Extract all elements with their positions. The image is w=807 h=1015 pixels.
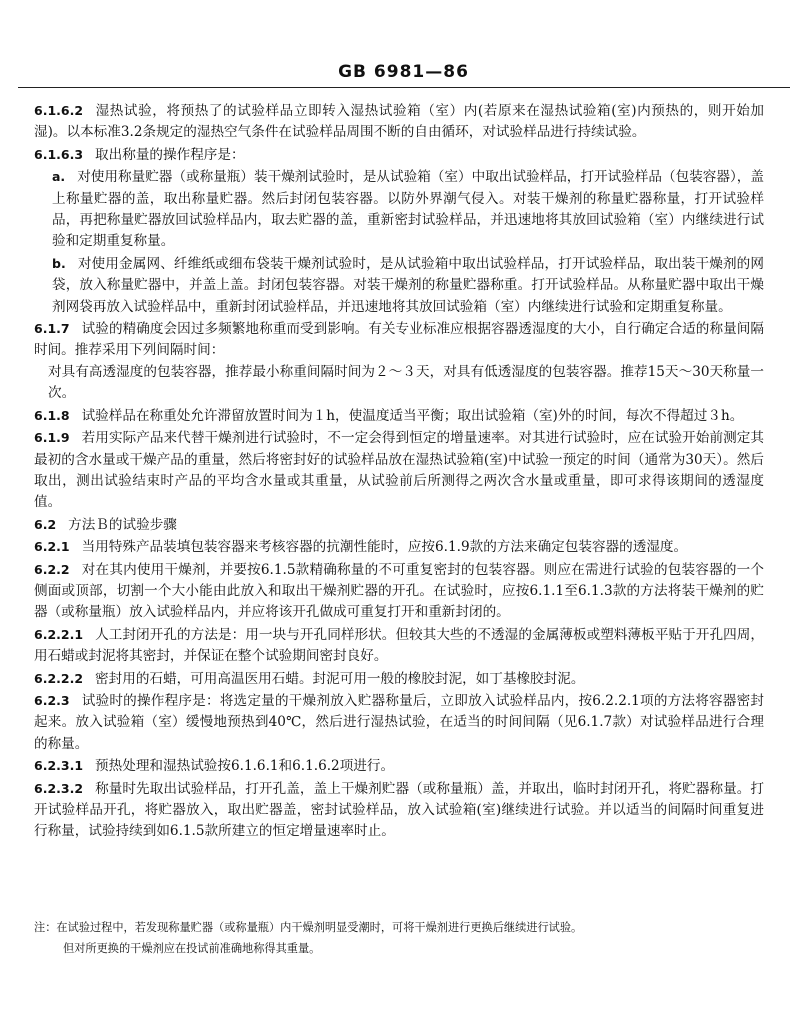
paragraph-6-1-7-continued xyxy=(34,362,764,405)
clause-text: 预热处理和湿热试验按6.1.6.1和6.1.6.2项进行。 xyxy=(95,758,395,775)
paragraph-6-1-9 xyxy=(34,427,764,514)
clause-number: 6.2.2.1 xyxy=(34,626,84,642)
clause-number: 6.2.2 xyxy=(34,561,70,577)
clause-number: 6.1.7 xyxy=(34,321,70,337)
clause-text: 当用特殊产品装填包装容器来考核容器的抗潮性能时，应按6.1.9款的方法来确定包装容器的透湿度。 xyxy=(81,539,688,556)
clause-text: 取出称量的操作程序是： xyxy=(95,146,245,163)
clause-number: 6.1.6.3 xyxy=(34,146,84,162)
clause-text: 试验的精确度会因过多频繁地称重而受到影响。有关专业标准应根据容器透湿度的大小，自行确定合适的称量间隔时间。推荐采用下列间隔时间： xyxy=(34,321,764,359)
clause-text: 对使用金属网、纤维纸或细布袋装干燥剂试验时，是从试验箱中取出试验样品，打开试验样品，取出装干燥剂的网袋，放入称量贮器中，并盖上盖。封闭包装容器。对装干燥剂的称量贮器称重。打开试验样品。从称量贮器中取出干燥剂网袋再放入试验样品中，重新封闭试验样品，并迅速地将其放回试验箱（室）内继续进行试验和定期重复称量。 xyxy=(52,255,764,315)
clause-number: 6.2.2.2 xyxy=(34,670,84,686)
paragraph-item-a xyxy=(34,166,764,253)
item-label: a. xyxy=(52,169,66,185)
paragraph-6-1-6-3 xyxy=(34,144,764,166)
item-label: b. xyxy=(52,255,66,271)
clause-text: 湿热试验，将预热了的试验样品立即转入湿热试验箱（室）内(若原来在湿热试验箱(室)内预热的，则开始加湿)。以本标准3.2条规定的湿热空气条件在试验样品周围不断的自由循环，对试验样品进行持续试验。 xyxy=(34,103,764,141)
clause-text: 人工封闭开孔的方法是：用一块与开孔同样形状。但较其大些的不透湿的金属薄板或塑料薄板平贴于开孔四周，用石蜡或封泥将其密封，并保证在整个试验期间密封良好。 xyxy=(34,626,764,665)
clause-text: 密封用的石蜡，可用高温医用石蜡。封泥可用一般的橡胶封泥，如丁基橡胶封泥。 xyxy=(95,670,585,687)
clause-number: 6.1.8 xyxy=(34,407,70,423)
page-header: GB 6981—86 xyxy=(338,62,469,82)
paragraph-6-1-7 xyxy=(34,318,764,362)
footnote-line-2: 但对所更换的干燥剂应在投试前准确地称得其重量。 xyxy=(63,942,321,955)
clause-text: 试验样品在称重处允许滞留放置时间为１h，使温度适当平衡；取出试验箱（室)外的时间，每次不得超过３h。 xyxy=(81,407,744,424)
paragraph-6-2-3-1 xyxy=(34,755,764,777)
paragraph-6-2-2-1 xyxy=(34,624,764,668)
clause-number: 6.2.3 xyxy=(34,692,70,708)
paragraph-6-1-8 xyxy=(34,405,764,427)
clause-number: 6.2 xyxy=(34,516,57,532)
paragraph-6-2-1 xyxy=(34,536,764,558)
footnote xyxy=(34,917,774,959)
clause-number: 6.1.9 xyxy=(34,430,70,446)
paragraph-item-b xyxy=(34,253,764,318)
clause-text: 对具有高透湿度的包装容器，推荐最小称重间隔时间为２～３天，对具有低透湿度的包装容器。推荐15天～30天称量一次。 xyxy=(48,363,764,402)
clause-text: 方法Ｂ的试验步骤 xyxy=(68,516,177,533)
clause-number: 6.2.3.2 xyxy=(34,780,84,796)
clause-number: 6.1.6.2 xyxy=(34,103,84,118)
body-text xyxy=(34,100,764,843)
clause-text: 试验时的操作程序是：将选定量的干燥剂放入贮器称量后，立即放入试验样品内，按6.2.2.1项的方法将容器密封起来。放入试验箱（室）缓慢地预热到40℃，然后进行湿热试验，在适当的时间间隔（见6.1.7款）对试验样品进行合理的称量。 xyxy=(34,692,764,752)
paragraph-6-1-6-2 xyxy=(34,100,764,144)
paragraph-6-2-3 xyxy=(34,690,764,755)
clause-text: 对在其内使用干燥剂，并要按6.1.5款精确称量的不可重复密封的包装容器。则应在需进行试验的包装容器的一个侧面或顶部，切割一个大小能由此放入和取出干燥剂贮器的开孔。在试验时，应按6.1.1至6.1.3款的方法将装干燥剂的贮器（或称量瓶）放入试验样品内，并应将该开孔做成可重复打开和重新封闭的。 xyxy=(34,561,764,621)
footnote-line-1: 注：在试验过程中，若发现称量贮器（或称量瓶）内干燥剂明显受潮时，可将干燥剂进行更换后继续进行试验。 xyxy=(34,921,583,934)
paragraph-6-2-2-2 xyxy=(34,668,764,690)
clause-number: 6.2.3.1 xyxy=(34,758,84,774)
clause-text: 称量时先取出试验样品，打开孔盖，盖上干燥剂贮器（或称量瓶）盖，并取出，临时封闭开孔，将贮器称量。打开试验样品开孔，将贮器放入，取出贮器盖，密封试验样品，放入试验箱(室)继续进行试验。并以适当的间隔时间重复进行称量，试验持续到如6.1.5款所建立的恒定增量速率时止。 xyxy=(34,780,764,840)
paragraph-6-2-3-2 xyxy=(34,778,764,843)
paragraph-6-2-2 xyxy=(34,559,764,624)
paragraph-6-2 xyxy=(34,514,764,536)
clause-text: 若用实际产品来代替干燥剂进行试验时，不一定会得到恒定的增量速率。对其进行试验时，应在试验开始前测定其最初的含水量或干燥产品的重量，然后将密封好的试验样品放在湿热试验箱(室)中试验一预定的时间（通常为30天）。然后取出，测出试验结束时产品的平均含水量或其重量，从试验前后所测得之两次含水量或重量，即可求得该期间的透湿度值。 xyxy=(34,430,764,511)
clause-text: 对使用称量贮器（或称量瓶）装干燥剂试验时，是从试验箱（室）中取出试验样品，打开试验样品（包装容器），盖上称量贮器的盖，取出称量贮器。然后封闭包装容器。以防外界潮气侵入。对装干燥剂的称量贮器称量，打开试验样品，再把称量贮器放回试验样品内，取去贮器的盖，重新密封试验样品，并迅速地将其放回试验箱（室）内继续进行试验和定期重复称量。 xyxy=(52,169,764,250)
header-rule xyxy=(18,87,790,88)
clause-number: 6.2.1 xyxy=(34,539,70,555)
